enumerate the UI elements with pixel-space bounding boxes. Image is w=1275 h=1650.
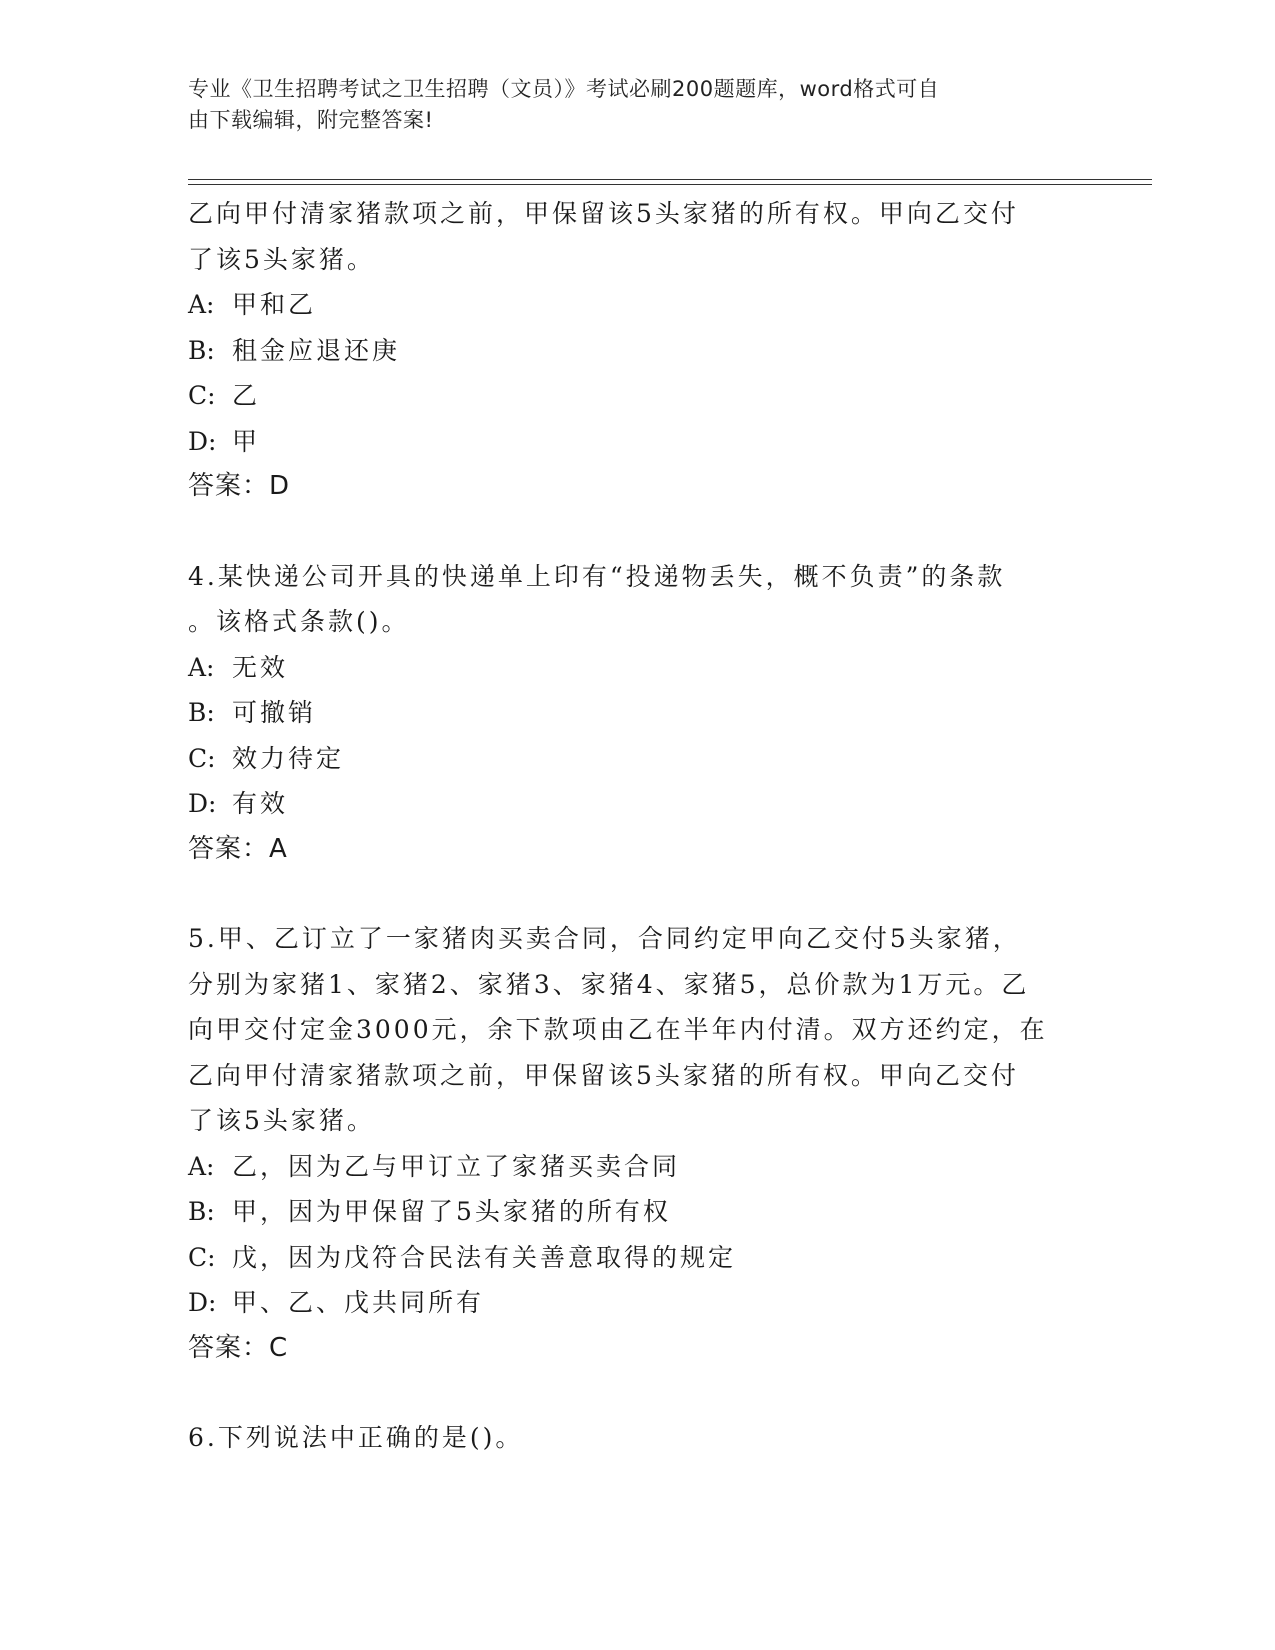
option-d: D: 甲 <box>188 426 261 456</box>
question-text-line: 。该格式条款()。 <box>188 607 410 636</box>
question-text-line: 分别为家猪1、家猪2、家猪3、家猪4、家猪5，总价款为1万元。乙 <box>188 969 1030 999</box>
option-c: C: 乙 <box>188 381 261 410</box>
question-text-line: 了该5头家猪。 <box>188 1106 375 1135</box>
answer-line: 答案：A <box>188 833 288 864</box>
question-6 <box>188 1415 1088 1461</box>
question-text-line: 了该5头家猪。 <box>188 244 375 274</box>
option-b: B: 可撤销 <box>188 698 317 727</box>
option-b: B: 甲，因为甲保留了5头家猪的所有权 <box>188 1197 671 1226</box>
option-d: D: 有效 <box>188 789 289 818</box>
option-a: A: 甲和乙 <box>188 290 317 319</box>
question-text-line: 4.某快递公司开具的快递单上印有“投递物丢失，概不负责”的条款 <box>188 561 1006 591</box>
header-rule-bottom <box>188 184 1152 185</box>
header-line-1: 专业《卫生招聘考试之卫生招聘（文员）》考试必刷200题题库，word格式可自 <box>188 77 940 101</box>
question-4 <box>188 554 1088 873</box>
option-d: D: 甲、乙、戊共同所有 <box>188 1288 485 1317</box>
answer-line: 答案：D <box>188 471 291 501</box>
option-c: C: 戊，因为戊符合民法有关善意取得的规定 <box>188 1242 737 1272</box>
option-b: B: 租金应退还庚 <box>188 335 401 365</box>
option-c: C: 效力待定 <box>188 743 345 773</box>
header-line-2: 由下载编辑，附完整答案! <box>188 108 434 132</box>
page-header <box>188 74 1068 136</box>
option-a: A: 乙，因为乙与甲订立了家猪买卖合同 <box>188 1151 681 1181</box>
answer-line: 答案：C <box>188 1332 289 1363</box>
question-5 <box>188 916 1088 1371</box>
question-text-line: 乙向甲付清家猪款项之前，甲保留该5头家猪的所有权。甲向乙交付 <box>188 1060 1019 1090</box>
question-text-line: 向甲交付定金3000元，余下款项由乙在半年内付清。双方还约定，在 <box>188 1015 1048 1044</box>
question-content <box>188 191 1088 1461</box>
option-a: A: 无效 <box>188 652 289 682</box>
question-text-line: 5.甲、乙订立了一家猪肉买卖合同，合同约定甲向乙交付5头家猪， <box>188 924 1021 953</box>
question-text-line: 乙向甲付清家猪款项之前，甲保留该5头家猪的所有权。甲向乙交付 <box>188 199 1019 228</box>
question-text-line: 6.下列说法中正确的是()。 <box>188 1423 524 1452</box>
header-rule-top <box>188 179 1152 180</box>
question-continuation <box>188 191 1088 510</box>
